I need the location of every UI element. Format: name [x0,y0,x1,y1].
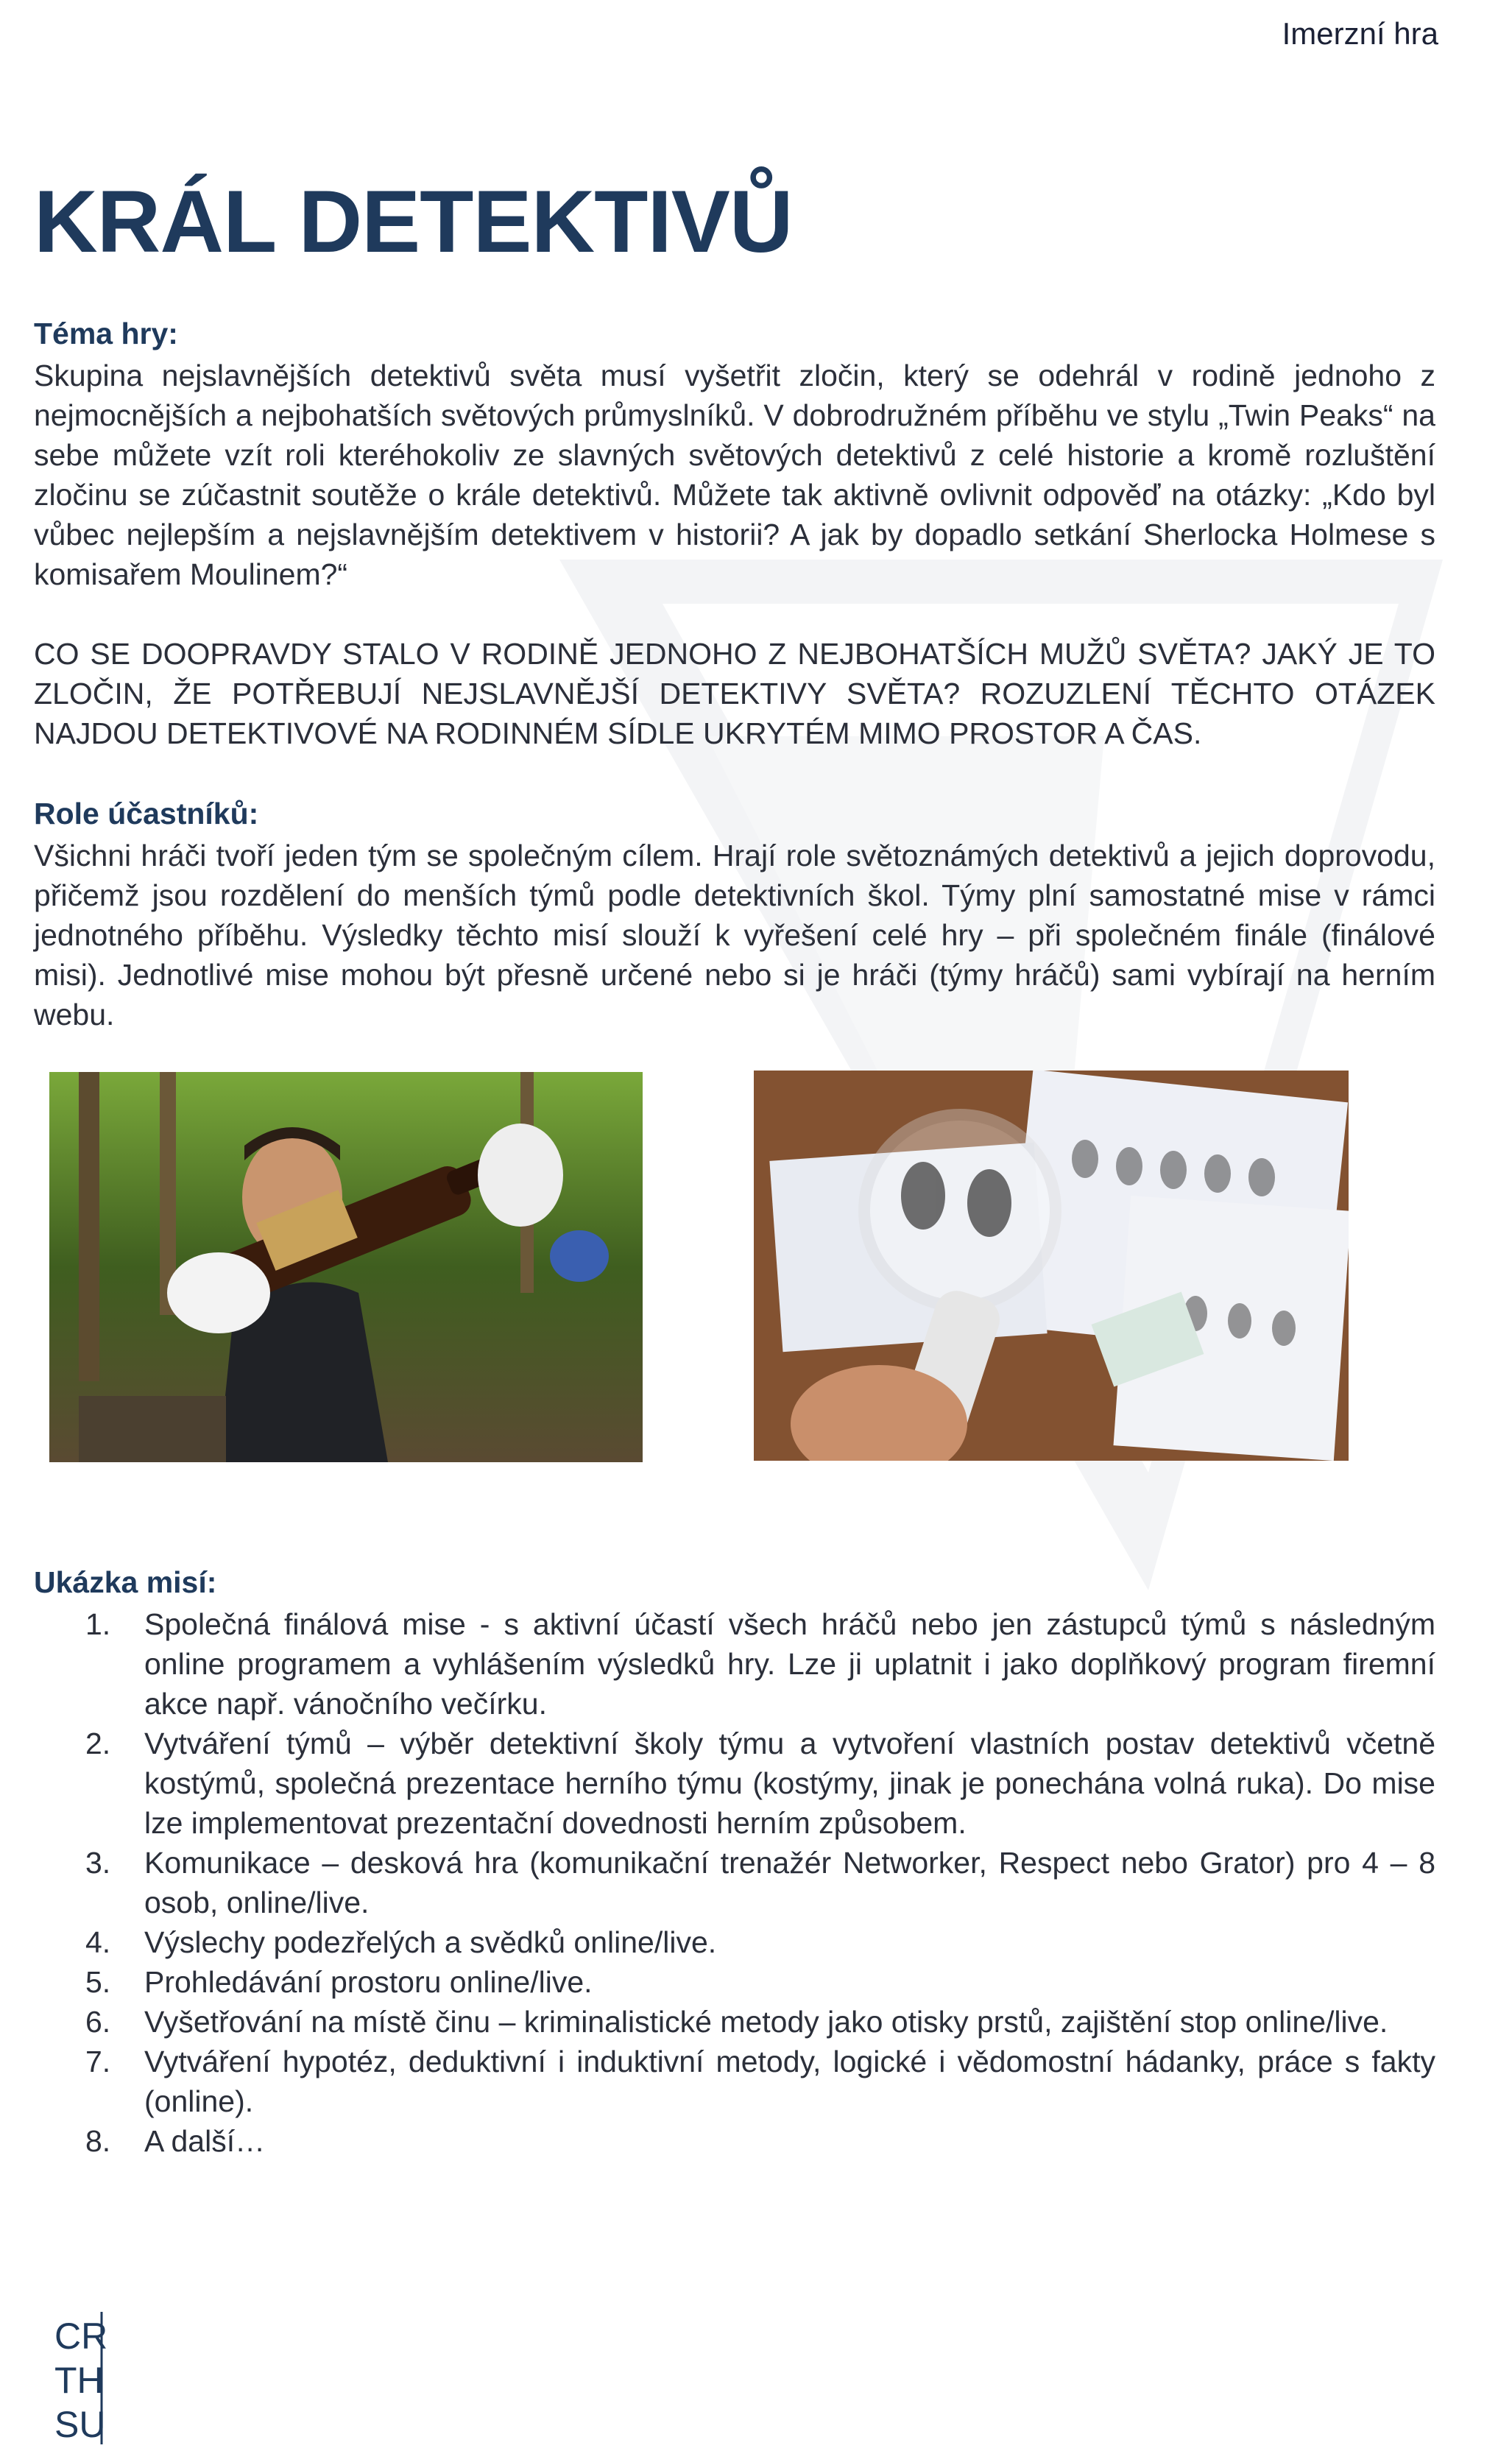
list-item: 8. A další… [85,2124,266,2158]
missions-section [34,1565,1435,2161]
theme-text: Skupina nejslavnějších detektivů světa musí vyšetřit zločin, který se odehrál v rodině jednoho z nejmocnějších a nejbohatších světových průmyslníků. V dobrodružném příběhu ve stylu „Twin Peaks“ na sebe můžete vzít roli kteréhokoliv ze slavných světových detektivů z celé historie a kromě rozluštění zločinu se zúčastnit soutěže o krále detektivů. Můžete tak aktivně ovlivnit odpověď na otázky: „Kdo byl vůbec nejlepším a nejslavnějším detektivem v historii? A jak by dopadlo setkání Sherlocka Holmese s komisařem Moulinem?“ [34,359,1435,591]
missions-heading: Ukázka misí: [34,1565,217,1599]
theme-section [34,317,1435,753]
list-item: 1. Společná finálová mise - s aktivní účastí všech hráčů nebo jen zástupců týmů s následným online programem a vyhlášením výsledků hry. Lze ji uplatnit i jako doplňkový program firemní akce např. vánočního večírku. [85,1607,1435,1721]
photo-detective-bottle [49,1072,643,1462]
logo-line-2: TH [54,2360,104,2401]
header-tag: Imerzní hra [1282,16,1438,51]
logo-line-3: SU [54,2404,106,2444]
logo-line-1: CR [54,2316,108,2357]
crthsu-logo [53,2312,112,2444]
list-item: 3. Komunikace – desková hra (komunikační trenažér Networker, Respect nebo Grator) pro 4 – 8 osob, online/live. [85,1846,1435,1919]
photo-magnifier-fingerprints [754,1071,1349,1461]
list-item: 5. Prohledávání prostoru online/live. [85,1965,593,1999]
list-item: 7. Vytváření hypotéz, deduktivní i induktivní metody, logické i vědomostní hádanky, práce s fakty (online). [85,2045,1435,2118]
roles-heading: Role účastníků: [34,797,259,830]
theme-caps-text: CO SE DOOPRAVDY STALO V RODINĚ JEDNOHO Z NEJBOHATŠÍCH MUŽŮ SVĚTA? JAKÝ JE TO ZLOČIN, ŽE POTŘEBUJÍ NEJSLAVNĚJŠÍ DETEKTIVY SVĚTA? ROZUZLENÍ TĚCHTO OTÁZEK NAJDOU DETEKTIVOVÉ NA RODINNÉM SÍDLE UKRYTÉM MIMO PROSTOR A ČAS. [34,637,1435,750]
list-item: 2. Vytváření týmů – výběr detektivní školy týmu a vytvoření vlastních postav detektivů včetně kostýmů, společná prezentace herního týmu (kostýmy, jinak je ponechána volná ruka). Do mise lze implementovat prezentační dovednosti herním způsobem. [85,1727,1435,1840]
theme-heading: Téma hry: [34,317,178,350]
list-item: 4. Výslechy podezřelých a svědků online/live. [85,1925,717,1959]
list-item: 6. Vyšetřování na místě činu – kriminalistické metody jako otisky prstů, zajištění stop online/live. [85,2005,1388,2039]
roles-section [34,797,1435,1034]
roles-text: Všichni hráči tvoří jeden tým se společným cílem. Hrají role světoznámých detektivů a jejich doprovodu, přičemž jsou rozdělení do menších týmů podle detektivních škol. Týmy plní samostatné mise v rámci jednotného příběhu. Výsledky těchto misí slouží k vyřešení celé hry – při společném finále (finálové misi). Jednotlivé mise mohou být přesně určené nebo si je hráči (týmy hráčů) sami vybírají na herním webu. [34,839,1435,1031]
missions-list [34,1604,1435,2161]
page-title: KRÁL DETEKTIVŮ [34,172,793,271]
